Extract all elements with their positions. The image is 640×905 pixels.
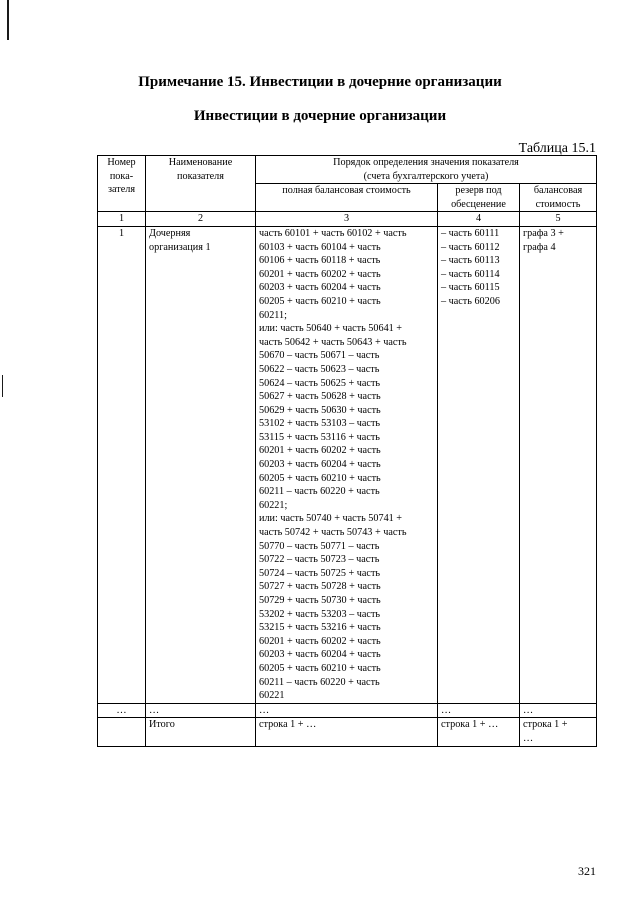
text-line: 60201 + часть 60202 + часть bbox=[259, 268, 381, 280]
header-name bbox=[146, 156, 256, 212]
page-number: 321 bbox=[578, 864, 596, 878]
ellipsis-cell: … bbox=[520, 703, 597, 718]
text-line: 50629 + часть 50630 + часть bbox=[259, 404, 381, 416]
text-line: обесценение bbox=[451, 198, 506, 210]
text-line: 60221 bbox=[259, 690, 285, 702]
text-line: 53215 + часть 53216 + часть bbox=[259, 622, 381, 634]
text-line: 60203 + часть 60204 + часть bbox=[259, 282, 381, 294]
text-line: Дочерняя bbox=[149, 227, 191, 239]
investments-table bbox=[97, 155, 597, 747]
text-line: 53102 + часть 53103 – часть bbox=[259, 418, 381, 430]
text-line: 50722 – часть 50723 – часть bbox=[259, 554, 380, 566]
column-number: 2 bbox=[146, 212, 256, 227]
text-line: часть 60101 + часть 60102 + часть bbox=[259, 227, 407, 239]
header-full-value bbox=[256, 184, 438, 212]
column-number: 5 bbox=[520, 212, 597, 227]
total-balance bbox=[520, 718, 597, 746]
text-line: – часть 60112 bbox=[441, 241, 500, 253]
ellipsis-cell: … bbox=[438, 703, 520, 718]
text-line: пока- bbox=[109, 170, 134, 182]
text-line: часть 50642 + часть 50643 + часть bbox=[259, 336, 407, 348]
total-reserve: строка 1 + … bbox=[438, 718, 520, 746]
text-line: Порядок определения значения показателя bbox=[333, 157, 519, 168]
text-line: 50729 + часть 50730 + часть bbox=[259, 595, 381, 606]
text-line: балансовая bbox=[533, 185, 583, 197]
text-line: 50670 – часть 50671 – часть bbox=[259, 350, 380, 362]
text-line: … bbox=[523, 732, 534, 744]
row-reserve bbox=[438, 226, 520, 703]
page-heading: Примечание 15. Инвестиции в дочерние организации bbox=[138, 74, 502, 90]
text-line: 60205 + часть 60210 + часть bbox=[259, 662, 381, 674]
text-line: Номер bbox=[107, 157, 136, 168]
total-row bbox=[98, 718, 597, 746]
ellipsis-cell: … bbox=[146, 703, 256, 718]
header-number bbox=[98, 156, 146, 212]
column-number: 4 bbox=[438, 212, 520, 227]
text-line: или: часть 50740 + часть 50741 + bbox=[259, 513, 403, 525]
header-balance bbox=[520, 184, 597, 212]
text-line: – часть 60206 bbox=[441, 295, 500, 307]
text-line: 50724 – часть 50725 + часть bbox=[259, 567, 381, 579]
row-full-value bbox=[256, 226, 438, 703]
total-full-value: строка 1 + … bbox=[256, 718, 438, 746]
table-row bbox=[98, 226, 597, 703]
text-line: 60106 + часть 60118 + часть bbox=[259, 255, 381, 267]
text-line: 60211; bbox=[259, 309, 287, 321]
text-line: 50627 + часть 50628 + часть bbox=[259, 391, 381, 403]
text-line: показателя bbox=[177, 170, 224, 182]
total-number bbox=[98, 718, 146, 746]
text-line: зателя bbox=[107, 184, 136, 196]
text-line: 50622 – часть 50623 – часть bbox=[259, 363, 380, 375]
text-line: графа 4 bbox=[523, 241, 556, 253]
text-line: 60211 – часть 60220 + часть bbox=[259, 676, 380, 688]
text-line: 60211 – часть 60220 + часть bbox=[259, 486, 380, 498]
column-number: 1 bbox=[98, 212, 146, 227]
text-line: – часть 60111 bbox=[441, 227, 500, 239]
column-number-row bbox=[98, 212, 597, 227]
text-line: (счета бухгалтерского учета) bbox=[363, 170, 489, 182]
text-line: 60103 + часть 60104 + часть bbox=[259, 241, 381, 253]
text-line: 60221; bbox=[259, 499, 288, 511]
text-line: 60201 + часть 60202 + часть bbox=[259, 635, 381, 647]
text-line: Наименование bbox=[168, 157, 233, 168]
text-line: организация 1 bbox=[149, 241, 211, 253]
text-line: часть 50742 + часть 50743 + часть bbox=[259, 527, 407, 539]
table-label: Таблица 15.1 bbox=[518, 141, 596, 156]
column-number: 3 bbox=[256, 212, 438, 227]
text-line: 50770 – часть 50771 – часть bbox=[259, 540, 380, 552]
text-line: 50624 – часть 50625 + часть bbox=[259, 377, 381, 389]
text-line: – часть 60114 bbox=[441, 268, 500, 280]
text-line: 60203 + часть 60204 + часть bbox=[259, 649, 381, 661]
row-name bbox=[146, 226, 256, 703]
text-line: – часть 60113 bbox=[441, 255, 500, 267]
header-row bbox=[98, 156, 597, 184]
ellipsis-row bbox=[98, 703, 597, 718]
text-line: 60205 + часть 60210 + часть bbox=[259, 472, 381, 484]
text-line: 60205 + часть 60210 + часть bbox=[259, 295, 381, 307]
text-line: 53202 + часть 53203 – часть bbox=[259, 608, 381, 620]
text-line: 50727 + часть 50728 + часть bbox=[259, 581, 381, 593]
header-method-group bbox=[256, 156, 597, 184]
text-line: резерв под bbox=[455, 185, 502, 197]
header-reserve bbox=[438, 184, 520, 212]
text-line: 53115 + часть 53116 + часть bbox=[259, 431, 380, 443]
text-line: 60201 + часть 60202 + часть bbox=[259, 445, 381, 457]
text-line: – часть 60115 bbox=[441, 282, 500, 294]
scan-edge-mark bbox=[2, 375, 3, 397]
ellipsis-cell: … bbox=[256, 703, 438, 718]
ellipsis-cell: … bbox=[98, 703, 146, 718]
row-balance bbox=[520, 226, 597, 703]
text-line: графа 3 + bbox=[523, 227, 564, 239]
text-line: строка 1 + bbox=[523, 719, 568, 731]
text-line: 60203 + часть 60204 + часть bbox=[259, 459, 381, 471]
total-name: Итого bbox=[146, 718, 256, 746]
text-line: полная балансовая стоимость bbox=[282, 185, 411, 197]
text-line: стоимость bbox=[535, 198, 581, 210]
row-number: 1 bbox=[98, 226, 146, 703]
scan-edge-mark bbox=[7, 0, 9, 40]
text-line: или: часть 50640 + часть 50641 + bbox=[259, 323, 403, 335]
table-heading: Инвестиции в дочерние организации bbox=[193, 108, 447, 124]
